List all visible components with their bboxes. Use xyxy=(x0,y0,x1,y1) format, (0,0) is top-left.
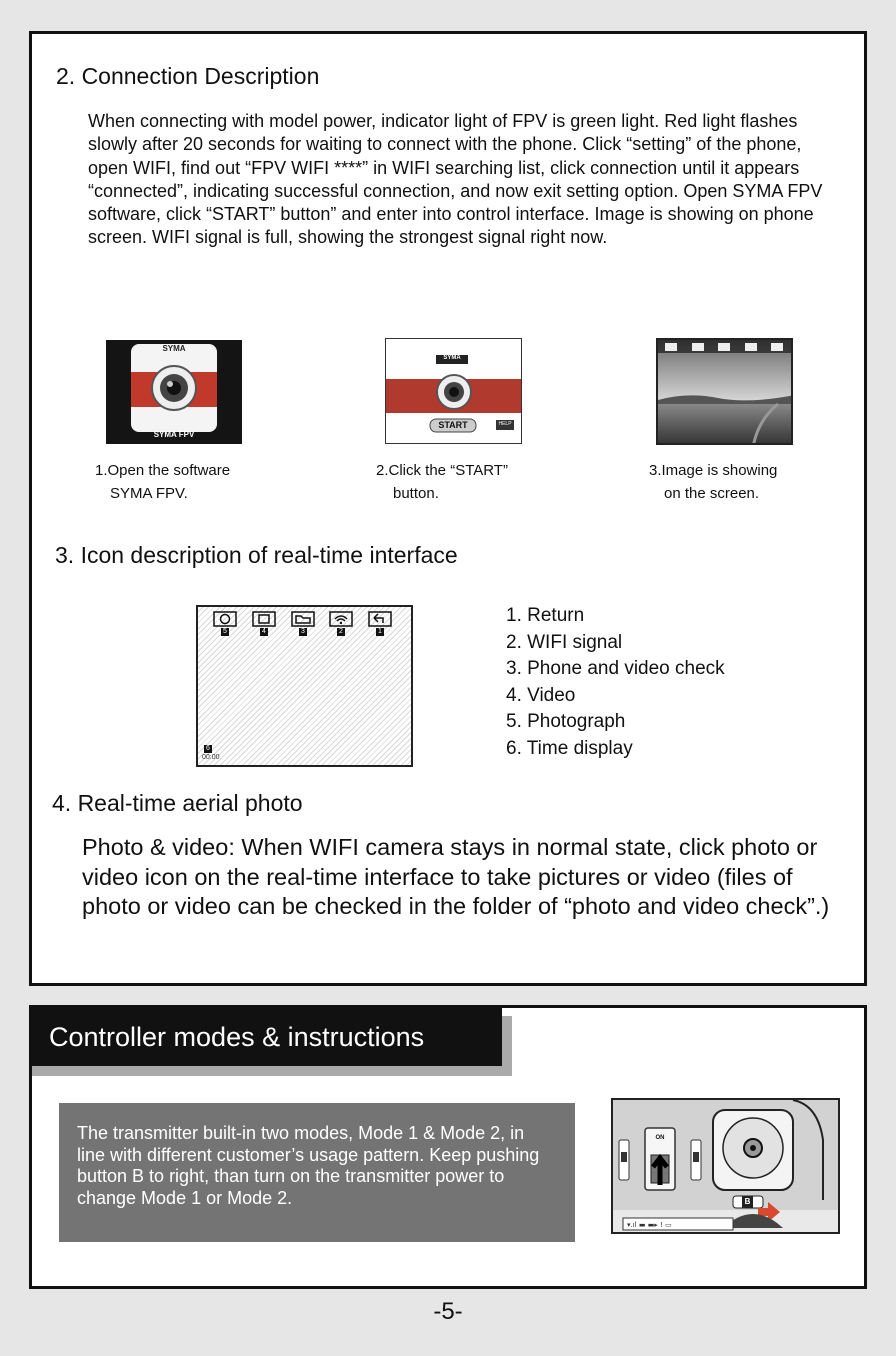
icon-number-4: 4 xyxy=(262,628,266,635)
on-label: ON xyxy=(655,1135,665,1141)
video-icon xyxy=(253,612,275,626)
connection-heading: 2. Connection Description xyxy=(56,63,320,89)
live-image-screenshot xyxy=(656,338,793,445)
controller-modes-title: Controller modes & instructions xyxy=(32,1008,502,1066)
return-icon xyxy=(369,612,391,626)
legend-item: 3. Phone and video check xyxy=(506,658,725,679)
legend-item: 6. Time display xyxy=(506,737,633,759)
aerial-photo-paragraph: Photo & video: When WIFI camera stays in normal state, click photo or video icon on the real-time interface to take pictures or video (files of photo or video can be checked in the folder of “photo and video check”.) xyxy=(82,834,830,919)
step1-caption-line2: SYMA FPV. xyxy=(110,485,188,502)
aerial-photo-heading: 4. Real-time aerial photo xyxy=(52,790,303,816)
legend-item: 2. WIFI signal xyxy=(506,631,623,653)
start-screen-screenshot xyxy=(385,338,522,444)
icon-number-2: 2 xyxy=(339,628,343,635)
page-number: -5- xyxy=(433,1298,463,1325)
folder-icon xyxy=(292,612,314,626)
time-number-6: 6 xyxy=(204,745,212,753)
app-name-label: SYMA FPV xyxy=(153,430,195,439)
controller-modes-box xyxy=(29,1005,867,1289)
start-screen-logo: SYMA xyxy=(443,355,461,361)
photograph-icon xyxy=(214,612,236,626)
time-display: 00:00 xyxy=(202,754,220,761)
help-button: HELP xyxy=(498,421,512,427)
legend-item: 5. Photograph xyxy=(506,711,626,732)
step1-caption-line1: 1.Open the software xyxy=(95,462,231,479)
wifi-icon xyxy=(330,612,352,626)
step3-caption-line1: 3.Image is showing xyxy=(649,462,778,479)
icon-number-3: 3 xyxy=(301,628,305,635)
manual-section-box xyxy=(29,31,867,986)
start-button: START xyxy=(438,420,468,430)
icon-number-1: 1 xyxy=(378,628,382,635)
icon-description-heading: 3. Icon description of real-time interface xyxy=(55,542,458,568)
app-icon-screenshot xyxy=(106,340,242,444)
step3-caption-line2: on the screen. xyxy=(664,485,760,502)
legend-item: 1. Return xyxy=(506,605,585,626)
step2-caption-line1: 2.Click the “START” xyxy=(376,462,508,479)
controller-modes-text: The transmitter built-in two modes, Mode 1 & Mode 2, in line with different customer’s usage pattern. Keep pushing button B to right, than turn on the transmitter power to change Mode 1 or Mode 2. xyxy=(59,1103,575,1242)
connection-paragraph: When connecting with model power, indicator light of FPV is green light. Red light flashes slowly after 20 seconds for waiting to connect with the phone. Click “setting” of the phone, open WIFI, find out “FPV WIFI ****” in WIFI searching list, click connection until it appears “connected”, indicating successful connection, and now exit setting option. Open SYMA FPV software, click “START” button” and enter into control interface. Image is showing on phone screen. WIFI signal is full, showing the strongest signal right now. xyxy=(88,111,823,248)
syma-logo: SYMA xyxy=(162,344,186,353)
icon-number-5: 5 xyxy=(223,628,227,635)
interface-diagram xyxy=(196,605,413,767)
legend-item: 4. Video xyxy=(506,684,576,706)
icon-legend-list xyxy=(506,603,725,762)
step2-caption-line2: button. xyxy=(393,485,439,502)
svg-text:▾.ıl ▬ ▬▸ ! ▭: ▾.ıl ▬ ▬▸ ! ▭ xyxy=(627,1221,672,1229)
transmitter-image xyxy=(611,1098,840,1234)
button-b-label: B xyxy=(744,1197,751,1206)
